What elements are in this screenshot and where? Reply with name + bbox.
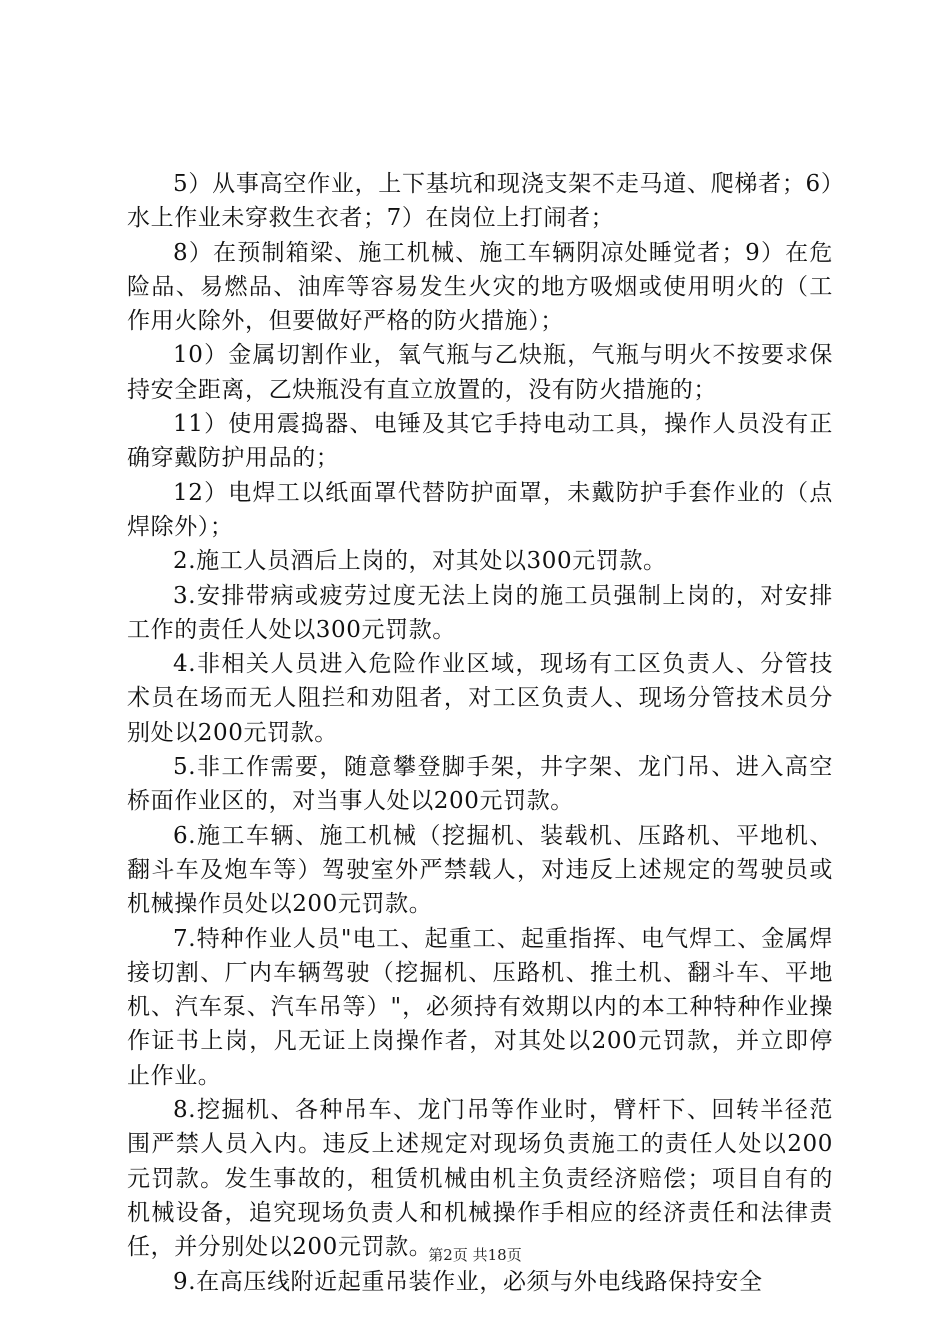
paragraph-item-11: 11）使用震捣器、电锤及其它手持电动工具，操作人员没有正确穿戴防护用品的； (127, 411, 833, 472)
page-footer: 第2页 共18页 (428, 1246, 522, 1264)
paragraph-rule-5: 5.非工作需要，随意攀登脚手架，井字架、龙门吊、进入高空桥面作业区的，对当事人处以200元罚款。 (127, 754, 833, 815)
paragraph-rule-8: 8.挖掘机、各种吊车、龙门吊等作业时，臂杆下、回转半径范围严禁人员入内。违反上述规定对现场负责施工的责任人处以200元罚款。发生事故的，租赁机械由机主负责经济赔偿；项目自有的机械设备，追究现场负责人和机械操作手相应的经济责任和法律责任，并分别处以200元罚款。 (127, 1097, 833, 1261)
paragraph-rule-2: 2.施工人员酒后上岗的，对其处以300元罚款。 (173, 548, 667, 575)
paragraph-item-12: 12）电焊工以纸面罩代替防护面罩，未戴防护手套作业的（点焊除外）； (127, 479, 833, 540)
paragraph-item-8: 8）在预制箱梁、施工机械、施工车辆阴凉处睡觉者；9）在危险品、易燃品、油库等容易发生火灾的地方吸烟或使用明火的（工作用火除外，但要做好严格的防火措施）； (127, 239, 833, 335)
paragraph-rule-7: 7.特种作业人员"电工、起重工、起重指挥、电气焊工、金属焊接切割、厂内车辆驾驶（挖掘机、压路机、推土机、翻斗车、平地机、汽车泵、汽车吊等）"，必须持有效期以内的本工种特种作业操作证书上岗，凡无证上岗操作者，对其处以200元罚款，并立即停止作业。 (127, 925, 833, 1089)
paragraph-rule-9: 9.在高压线附近起重吊装作业，必须与外电线路保持安全 (173, 1268, 763, 1295)
paragraph-item-5: 5）从事高空作业，上下基坑和现浇支架不走马道、爬梯者；6）水上作业未穿救生衣者；7）在岗位上打闹者； (127, 171, 833, 232)
paragraph-item-10: 10）金属切割作业，氧气瓶与乙炔瓶，气瓶与明火不按要求保持安全距离，乙炔瓶没有直立放置的，没有防火措施的； (127, 342, 833, 403)
paragraph-rule-4: 4.非相关人员进入危险作业区域，现场有工区负责人、分管技术员在场而无人阻拦和劝阻者，对工区负责人、现场分管技术员分别处以200元罚款。 (127, 651, 833, 746)
paragraph-rule-3: 3.安排带病或疲劳过度无法上岗的施工员强制上岗的，对安排工作的责任人处以300元罚款。 (127, 582, 833, 643)
document-body (127, 167, 833, 1299)
paragraph-rule-6: 6.施工车辆、施工机械（挖掘机、装载机、压路机、平地机、翻斗车及炮车等）驾驶室外严禁载人，对违反上述规定的驾驶员或机械操作员处以200元罚款。 (127, 822, 833, 918)
